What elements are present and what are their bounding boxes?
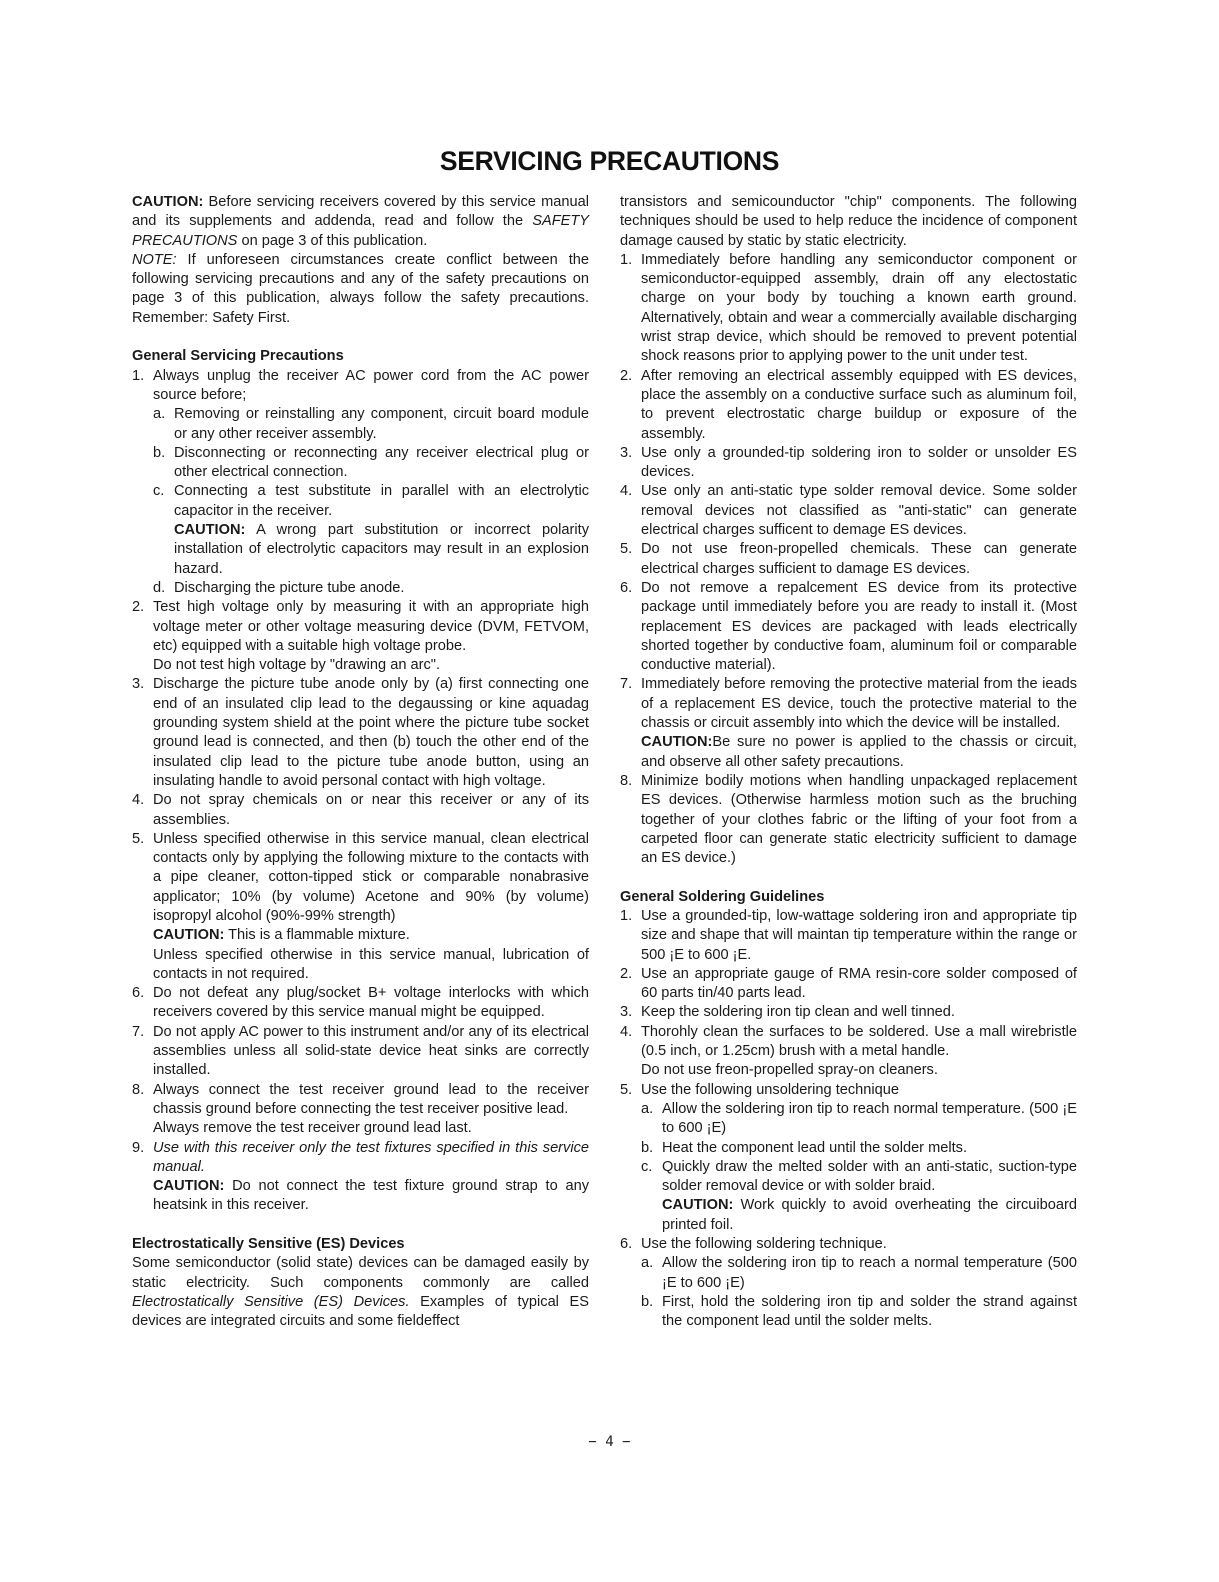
es-paragraph: Some semiconductor (solid state) devices can be damaged easily by static electricity. Such components commonly are called Electrostatically Sensitive (ES) Devices. Examples of typical ES devices are integrated circuits and some fieldeffect	[132, 1255, 589, 1330]
list-item: 4. Use only an anti-static type solder removal device. Some solder removal devices not classified as "anti-static" can generate electrical charges sufficent to demage ES devices.	[620, 483, 1077, 539]
general-servicing-heading: General Servicing Precautions	[132, 348, 344, 365]
note-paragraph: NOTE: If unforeseen circumstances create conflict between the following servicing precautions and any of the safety precautions on page 3 of this publication, always follow the safety precautions. Remember: Safety First.	[132, 251, 589, 326]
caution-note: CAUTION: Work quickly to avoid overheating the circuiboard printed foil.	[662, 1197, 1077, 1233]
es-paragraph-continued: transistors and semicounductor "chip" components. The following techniques should be used to help reduce the incidence of component damage caused by static by static electricity.	[620, 194, 1077, 249]
list-item: 6. Use the following soldering technique.	[620, 1236, 887, 1253]
note-label: NOTE:	[132, 251, 177, 268]
list-subitem: a. Removing or reinstalling any component, circuit board module or any other receiver assembly.	[153, 406, 589, 442]
list-subitem: c. Connecting a test substitute in parallel with an electrolytic capacitor in the receiver.	[153, 483, 589, 519]
list-item: 4. Do not spray chemicals on or near this receiver or any of its assemblies.	[132, 792, 589, 828]
list-subitem: a. Allow the soldering iron tip to reach a normal temperature (500 ¡E to 600 ¡E)	[641, 1255, 1077, 1291]
list-item: 4. Thorohly clean the surfaces to be soldered. Use a mall wirebristle (0.5 inch, or 1.25cm) brush with a metal handle.	[620, 1023, 1077, 1060]
caution-note: CAUTION: A wrong part substitution or incorrect polarity installation of electrolytic capacitors may result in an explosion hazard.	[174, 522, 589, 577]
left-column	[132, 193, 589, 1332]
list-subitem: b. Disconnecting or reconnecting any receiver electrical plug or other electrical connection.	[153, 444, 589, 481]
list-item: 7. Do not apply AC power to this instrument and/or any of its electrical assemblies unless all solid-state device heat sinks are correctly installed.	[132, 1023, 589, 1079]
list-item: 5. Use the following unsoldering technique	[620, 1081, 899, 1098]
list-subitem: b. Heat the component lead until the solder melts.	[641, 1139, 968, 1156]
list-item: 6. Do not remove a repalcement ES device from its protective package until immediately before you are ready to install it. (Most replacement ES devices are packaged with leads electrically shorted together by conductive foam, aluminum foil or comparable conductive material).	[620, 579, 1077, 674]
page-title: SERVICING PRECAUTIONS	[439, 146, 780, 176]
safety-precautions-ref: SAFETY PRECAUTIONS	[132, 213, 589, 249]
list-item: 5. Unless specified otherwise in this service manual, clean electrical contacts only by applying the following mixture to the contacts with a pipe cleaner, cotton-tipped stick or comparable nonabrasive applicator; 10% (by volume) Acetone and 90% (by volume) isopropyl alcohol (90%-99% strength)	[132, 830, 589, 924]
caution-label: CAUTION:	[132, 194, 204, 210]
list-item: 3. Discharge the picture tube anode only by (a) first connecting one end of an insulated clip lead to the degaussing or kine aquadag grounding system shield at the point where the picture tube socket ground lead is connected, and then (b) touch the other end of the insulated clip lead to the picture tube anode button, using an insulating handle to avoid personal contact with high voltage.	[132, 676, 589, 789]
list-item: 8. Minimize bodily motions when handling unpackaged replacement ES devices. (Otherwise harmless motion such as the bruching together of your clothes fabric or the lifting of your foot from a carpeted floor can generate static electricity sufficient to damage an ES device.)	[620, 772, 1077, 867]
list-item: 2. Use an appropriate gauge of RMA resin-core solder composed of 60 parts tin/40 parts lead.	[620, 965, 1077, 1002]
list-subitem: a. Allow the soldering iron tip to reach normal temperature. (500 ¡E to 600 ¡E)	[641, 1100, 1077, 1137]
list-item: 8. Always connect the test receiver ground lead to the receiver chassis ground before connecting the test receiver positive lead.	[132, 1081, 589, 1117]
list-item: 9. Use with this receiver only the test fixtures specified in this service manual.	[132, 1139, 589, 1175]
list-item-extra: Unless specified otherwise in this service manual, lubrication of contacts in not required.	[153, 946, 589, 982]
caution-note: CAUTION: This is a flammable mixture.	[153, 927, 410, 944]
es-devices-heading: Electrostatically Sensitive (ES) Devices	[132, 1236, 405, 1253]
list-item: 6. Do not defeat any plug/socket B+ voltage interlocks with which receivers covered by this service manual might be equipped.	[132, 985, 589, 1021]
page-number: − 4 −	[588, 1434, 631, 1450]
right-column	[620, 193, 1077, 1332]
list-item: 1. Immediately before handling any semiconductor component or semiconductor-equipped assembly, drain off any electostatic charge on your body by touching a known earth ground. Alternatively, obtain and wear a commercially available discharging wrist strap device, which should be removed to prevent potential shock reasons prior to applying power to the unit under test.	[620, 251, 1077, 365]
soldering-guidelines-heading: General Soldering Guidelines	[620, 888, 825, 905]
list-subitem: c. Quickly draw the melted solder with an anti-static, suction-type solder removal device or with solder braid.	[641, 1158, 1077, 1195]
list-item-extra: Do not use freon-propelled spray-on cleaners.	[641, 1062, 938, 1079]
caution-paragraph: CAUTION: Before servicing receivers covered by this service manual and its supplements and addenda, read and follow the SAFETY PRECAUTIONS on page 3 of this publication.	[132, 194, 589, 249]
list-item: 7. Immediately before removing the protective material from the ieads of a replacement ES device, touch the protective material to the chassis or circuit assembly into which the device will be installed.	[620, 676, 1077, 732]
list-item-extra: Do not test high voltage by "drawing an arc".	[153, 657, 440, 674]
list-item: 3. Keep the soldering iron tip clean and well tinned.	[620, 1004, 955, 1021]
list-item: 1. Always unplug the receiver AC power cord from the AC power source before;	[132, 367, 589, 403]
list-item: 3. Use only a grounded-tip soldering iron to solder or unsolder ES devices.	[620, 444, 1077, 481]
list-item: 2. Test high voltage only by measuring it with an appropriate high voltage meter or other voltage measuring device (DVM, FETVOM, etc) equipped with a suitable high voltage probe.	[132, 599, 589, 654]
caution-note: CAUTION:Be sure no power is applied to the chassis or circuit, and observe all other safety precautions.	[641, 734, 1077, 770]
list-item: 1. Use a grounded-tip, low-wattage soldering iron and appropriate tip size and shape that will maintan tip temperature within the range or 500 ¡E to 600 ¡E.	[620, 907, 1077, 963]
list-subitem: d. Discharging the picture tube anode.	[153, 579, 405, 596]
caution-note: CAUTION: Do not connect the test fixture ground strap to any heatsink in this receiver.	[153, 1178, 589, 1214]
list-item: 5. Do not use freon-propelled chemicals. These can generate electrical charges sufficient to damage ES devices.	[620, 541, 1077, 577]
list-subitem: b. First, hold the soldering iron tip and solder the strand against the component lead until the solder melts.	[641, 1293, 1077, 1330]
list-item: 2. After removing an electrical assembly equipped with ES devices, place the assembly on a conductive surface such as aluminum foil, to prevent electrostatic charge buildup or exposure of the assembly.	[620, 367, 1077, 442]
list-item-extra: Always remove the test receiver ground lead last.	[153, 1120, 472, 1137]
